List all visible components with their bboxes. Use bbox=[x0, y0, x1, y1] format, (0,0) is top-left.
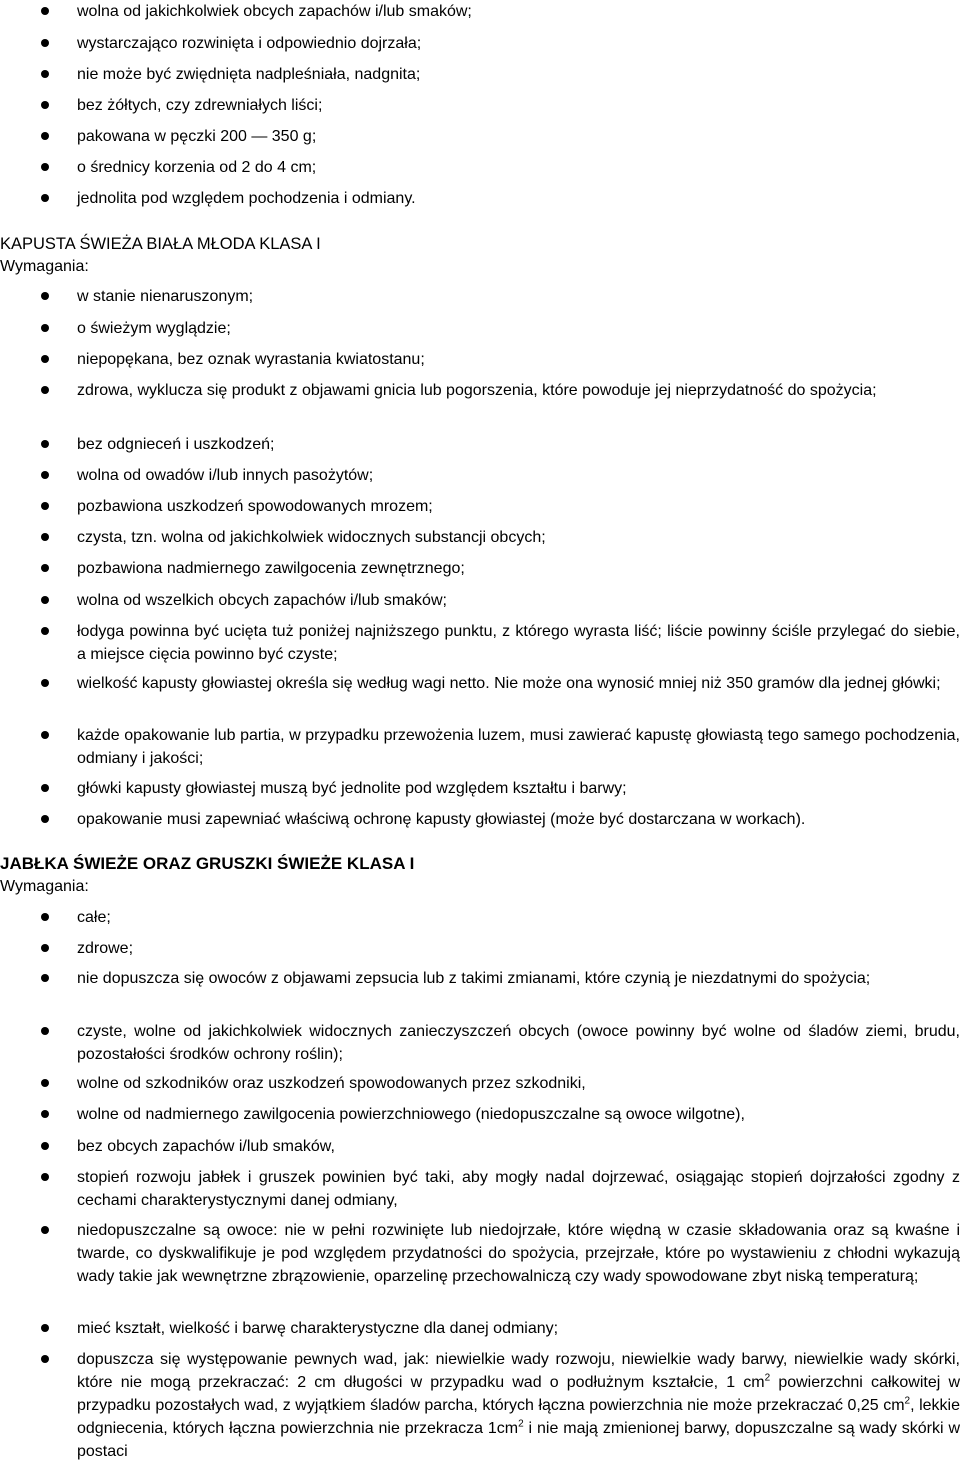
list-item-text: wystarczająco rozwinięta i odpowiednio dojrzała; bbox=[77, 35, 422, 52]
list-item-text: stopień rozwoju jabłek i gruszek powinien być taki, aby mogły nadal dojrzewać, osiągając stopień dojrzałości zgodny z cechami charakterystycznymi danej odmiany, bbox=[77, 1169, 960, 1209]
list-item-text: czysta, tzn. wolna od jakichkolwiek widocznych substancji obcych; bbox=[77, 529, 546, 546]
bullet-icon bbox=[41, 913, 49, 921]
list-item-text: wolna od owadów i/lub innych pasożytów; bbox=[77, 467, 374, 484]
list-item-text: pakowana w pęczki 200 — 350 g; bbox=[77, 128, 317, 145]
bullet-icon bbox=[41, 292, 49, 300]
list-item-text: wolna od jakichkolwiek obcych zapachów i/lub smaków; bbox=[77, 3, 472, 20]
requirements-label: Wymagania: bbox=[0, 258, 89, 275]
bullet-icon bbox=[41, 731, 49, 739]
superscript: 2 bbox=[764, 1372, 771, 1384]
list-item-text: niedopuszczalne są owoce: nie w pełni rozwinięte lub niedojrzałe, które więdną w czasie składowania oraz są kwaśne i twarde, co dyskwalifikuje je pod względem przydatności do spożycia, przejrzałe, które po wystawieniu z chłodni wykazują wady takie jak wewnętrzne zbrązowienie, oparzelinę przechowalniczą czy wady spowodowane zbyt niską temperaturą; bbox=[77, 1222, 960, 1285]
bullet-icon bbox=[41, 815, 49, 823]
bullet-icon bbox=[41, 440, 49, 448]
bullet-icon bbox=[41, 1226, 49, 1234]
list-item-text: główki kapusty głowiastej muszą być jednolite pod względem kształtu i barwy; bbox=[77, 780, 627, 797]
bullet-icon bbox=[41, 974, 49, 982]
defect-text-part: i nie mają zmienionej barwy, dopuszczalne są wady skórki w postaci bbox=[77, 1420, 960, 1460]
list-item-text: łodyga powinna być ucięta tuż poniżej najniższego punktu, z którego wyrasta liść; liście powinny ściśle przylegać do siebie, a miejsce cięcia powinno być czyste; bbox=[77, 623, 960, 663]
bullet-icon bbox=[41, 1355, 49, 1363]
bullet-icon bbox=[41, 101, 49, 109]
defect-text-part: dopuszcza się występowanie pewnych wad, jak: niewielkie wady rozwoju, niewielkie wady barwy, niewielkie wady skórki, które nie mogą przekraczać: 2 cm długości w przypadku wad o podłużnym kształcie, 1 cm bbox=[77, 1351, 960, 1391]
defect-text-part: , lekkie odgniecenia, których łączna powierzchnia nie przekracza 1cm bbox=[77, 1397, 960, 1437]
list-item-text: całe; bbox=[77, 909, 111, 926]
bullet-icon bbox=[41, 784, 49, 792]
list-item-text: niepopękana, bez oznak wyrastania kwiatostanu; bbox=[77, 351, 425, 368]
list-item-text: pozbawiona nadmiernego zawilgocenia zewnętrznego; bbox=[77, 560, 465, 577]
list-item-text: wolne od nadmiernego zawilgocenia powierzchniowego (niedopuszczalne są owoce wilgotne), bbox=[77, 1106, 745, 1123]
list-item-text: bez żółtych, czy zdrewniałych liści; bbox=[77, 97, 323, 114]
list-item-text: wolne od szkodników oraz uszkodzeń spowodowanych przez szkodniki, bbox=[77, 1075, 586, 1092]
bullet-icon bbox=[41, 627, 49, 635]
section-title-cabbage: KAPUSTA ŚWIEŻA BIAŁA MŁODA KLASA I bbox=[0, 235, 321, 253]
defect-text-part: powierzchni całkowitej w przypadku pozostałych wad, z wyjątkiem śladów parcha, których łączna powierzchnia nie może przekraczać 0,25 cm bbox=[77, 1374, 960, 1414]
bullet-icon bbox=[41, 1079, 49, 1087]
bullet-icon bbox=[41, 1173, 49, 1181]
bullet-icon bbox=[41, 324, 49, 332]
list-item-text bbox=[77, 1348, 960, 1463]
bullet-icon bbox=[41, 596, 49, 604]
list-item-text: wolna od wszelkich obcych zapachów i/lub smaków; bbox=[77, 592, 447, 609]
list-item-text: nie może być zwiędnięta nadpleśniała, nadgnita; bbox=[77, 66, 421, 83]
bullet-icon bbox=[41, 1142, 49, 1150]
requirements-label: Wymagania: bbox=[0, 878, 89, 895]
bullet-icon bbox=[41, 471, 49, 479]
list-item-text: opakowanie musi zapewniać właściwą ochronę kapusty głowiastej (może być dostarczana w workach). bbox=[77, 811, 806, 828]
list-item-text: w stanie nienaruszonym; bbox=[77, 288, 254, 305]
list-item-text: o średnicy korzenia od 2 do 4 cm; bbox=[77, 159, 317, 176]
superscript: 2 bbox=[904, 1395, 911, 1407]
superscript: 2 bbox=[518, 1418, 524, 1430]
list-item-text: każde opakowanie lub partia, w przypadku przewożenia luzem, musi zawierać kapustę głowiastą tego samego pochodzenia, odmiany i jakości; bbox=[77, 727, 960, 767]
bullet-icon bbox=[41, 132, 49, 140]
section-title-apples-pears: JABŁKA ŚWIEŻE ORAZ GRUSZKI ŚWIEŻE KLASA I bbox=[0, 854, 415, 873]
list-item-text: czyste, wolne od jakichkolwiek widocznych zanieczyszczeń obcych (owoce powinny być wolne od śladów ziemi, brudu, pozostałości środków ochrony roślin); bbox=[77, 1023, 960, 1063]
bullet-icon bbox=[41, 944, 49, 952]
list-item-text: pozbawiona uszkodzeń spowodowanych mrozem; bbox=[77, 498, 433, 515]
bullet-icon bbox=[41, 1324, 49, 1332]
list-item-text: zdrowa, wyklucza się produkt z objawami gnicia lub pogorszenia, które powoduje jej nieprzydatność do spożycia; bbox=[77, 382, 877, 399]
list-item-text: zdrowe; bbox=[77, 940, 134, 957]
bullet-icon bbox=[41, 564, 49, 572]
bullet-icon bbox=[41, 679, 49, 687]
bullet-icon bbox=[41, 194, 49, 202]
bullet-icon bbox=[41, 70, 49, 78]
bullet-icon bbox=[41, 7, 49, 15]
list-item-text: mieć kształt, wielkość i barwę charakterystyczne dla danej odmiany; bbox=[77, 1320, 559, 1337]
list-item-text: o świeżym wyglądzie; bbox=[77, 320, 231, 337]
list-item-text: bez obcych zapachów i/lub smaków, bbox=[77, 1138, 335, 1155]
list-item-text: nie dopuszcza się owoców z objawami zepsucia lub z takimi zmianami, które czynią je niezdatnymi do spożycia; bbox=[77, 970, 871, 987]
list-item-text: wielkość kapusty głowiastej określa się według wagi netto. Nie może ona wynosić mniej niż 350 gramów dla jednej główki; bbox=[77, 675, 941, 692]
bullet-icon bbox=[41, 1110, 49, 1118]
bullet-icon bbox=[41, 502, 49, 510]
bullet-icon bbox=[41, 163, 49, 171]
bullet-icon bbox=[41, 1027, 49, 1035]
list-item-text: jednolita pod względem pochodzenia i odmiany. bbox=[77, 190, 416, 207]
bullet-icon bbox=[41, 386, 49, 394]
bullet-icon bbox=[41, 355, 49, 363]
bullet-icon bbox=[41, 39, 49, 47]
bullet-icon bbox=[41, 533, 49, 541]
list-item-text: bez odgnieceń i uszkodzeń; bbox=[77, 436, 275, 453]
